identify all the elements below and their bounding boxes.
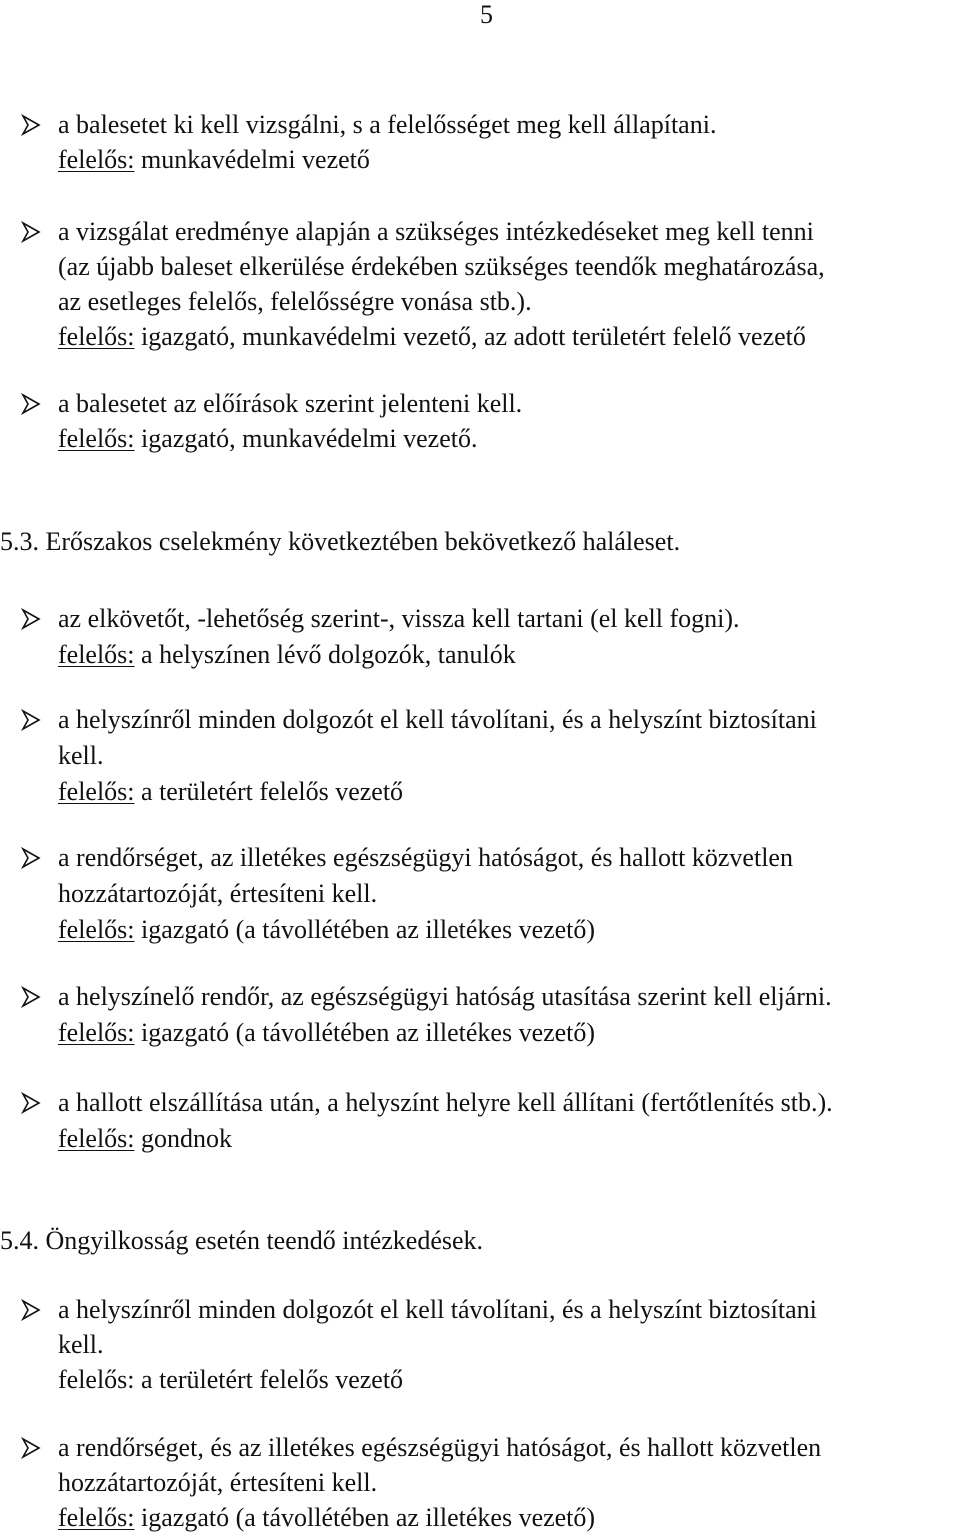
responsible-line <box>58 145 370 175</box>
bullet-item-text: a helyszínelő rendőr, az egészségügyi hatóság utasítása szerint kell eljárni. <box>58 982 832 1011</box>
responsible-line <box>58 1365 403 1395</box>
bullet-arrow-icon <box>20 709 42 731</box>
bullet-arrow-icon <box>20 1437 42 1459</box>
responsible-label: felelős: <box>58 915 135 944</box>
bullet-item-text: a vizsgálat eredménye alapján a szükséges intézkedéseket meg kell tenni <box>58 217 814 246</box>
responsible-line <box>58 322 806 352</box>
bullet-arrow-icon <box>20 221 42 243</box>
responsible-value: igazgató (a távollétében az illetékes vezető) <box>134 1018 596 1047</box>
responsible-label: felelős: <box>58 1503 135 1532</box>
responsible-value: igazgató, munkavédelmi vezető, az adott területért felelő vezető <box>134 322 806 351</box>
bullet-arrow-icon <box>20 608 42 630</box>
bullet-item-text: a balesetet ki kell vizsgálni, s a felelősséget meg kell állapítani. <box>58 110 717 139</box>
responsible-label: felelős: <box>58 424 135 453</box>
responsible-label: felelős: <box>58 640 135 669</box>
bullet-item-text: hozzátartozóját, értesíteni kell. <box>58 1468 378 1497</box>
page-number: 5 <box>480 0 493 29</box>
bullet-item-text: a helyszínről minden dolgozót el kell távolítani, és a helyszínt biztosítani <box>58 1295 817 1324</box>
responsible-line <box>58 1124 232 1154</box>
bullet-arrow-icon <box>20 1299 42 1321</box>
responsible-value: igazgató, munkavédelmi vezető. <box>134 424 478 453</box>
section-heading-5-3: 5.3. Erőszakos cselekmény következtében bekövetkező haláleset. <box>0 527 681 556</box>
bullet-item-text: kell. <box>58 1330 104 1359</box>
bullet-item-text: hozzátartozóját, értesíteni kell. <box>58 879 378 908</box>
bullet-item-text: a hallott elszállítása után, a helyszínt helyre kell állítani (fertőtlenítés stb.). <box>58 1088 833 1117</box>
bullet-item-text: az elkövetőt, -lehetőség szerint-, vissza kell tartani (el kell fogni). <box>58 604 740 633</box>
bullet-item-text: a rendőrséget, és az illetékes egészségügyi hatóságot, és hallott közvetlen <box>58 1433 822 1462</box>
bullet-arrow-icon <box>20 114 42 136</box>
responsible-value: a területért felelős vezető <box>134 1365 404 1394</box>
responsible-value: igazgató (a távollétében az illetékes vezető) <box>134 915 596 944</box>
responsible-label: felelős: <box>58 322 135 351</box>
responsible-label: felelős: <box>58 777 135 806</box>
bullet-item-text: (az újabb baleset elkerülése érdekében szükséges teendők meghatározása, <box>58 252 825 281</box>
bullet-arrow-icon <box>20 1092 42 1114</box>
bullet-item-text: a rendőrséget, az illetékes egészségügyi hatóságot, és hallott közvetlen <box>58 843 793 872</box>
responsible-value: igazgató (a távollétében az illetékes vezető) <box>134 1503 596 1532</box>
responsible-value: a területért felelős vezető <box>134 777 404 806</box>
responsible-label: felelős: <box>58 1365 135 1394</box>
responsible-line <box>58 640 516 670</box>
bullet-item-text: a helyszínről minden dolgozót el kell távolítani, és a helyszínt biztosítani <box>58 705 817 734</box>
responsible-line <box>58 777 403 807</box>
bullet-item-text: a balesetet az előírások szerint jelenteni kell. <box>58 389 523 418</box>
responsible-value: a helyszínen lévő dolgozók, tanulók <box>134 640 516 669</box>
bullet-arrow-icon <box>20 847 42 869</box>
bullet-arrow-icon <box>20 393 42 415</box>
responsible-value: gondnok <box>134 1124 233 1153</box>
responsible-value: munkavédelmi vezető <box>134 145 370 174</box>
section-heading-5-4: 5.4. Öngyilkosság esetén teendő intézkedések. <box>0 1226 484 1255</box>
responsible-line <box>58 915 595 945</box>
responsible-line <box>58 1503 595 1533</box>
responsible-label: felelős: <box>58 145 135 174</box>
bullet-item-text: az esetleges felelős, felelősségre vonása stb.). <box>58 287 532 316</box>
bullet-arrow-icon <box>20 986 42 1008</box>
responsible-label: felelős: <box>58 1124 135 1153</box>
responsible-line <box>58 1018 595 1048</box>
bullet-item-text: kell. <box>58 741 104 770</box>
responsible-line <box>58 424 477 454</box>
responsible-label: felelős: <box>58 1018 135 1047</box>
